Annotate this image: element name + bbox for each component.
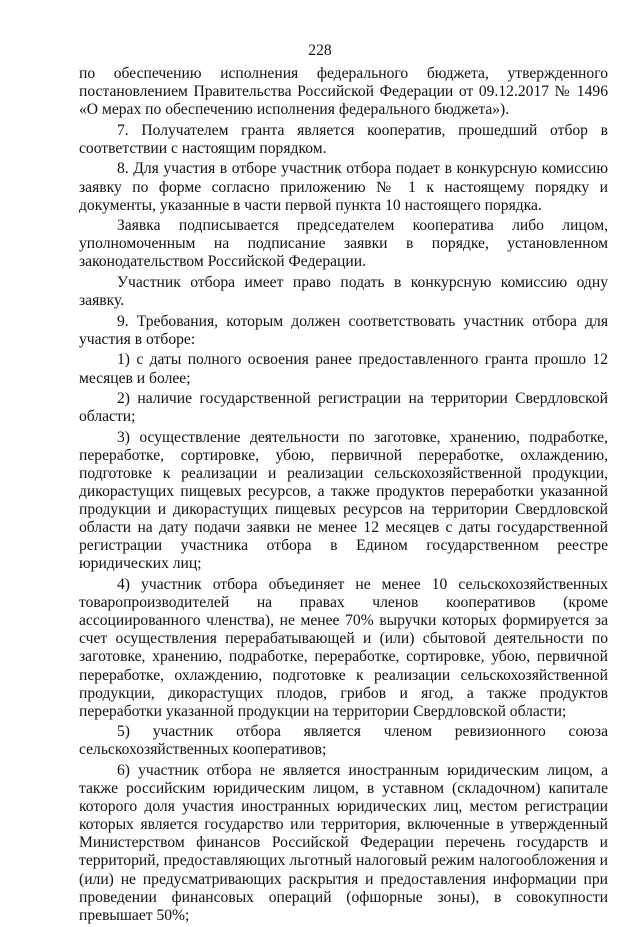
requirement-3: 3) осуществление деятельности по заготовке, хранению, подработке, переработке, сортировке, убою, первичной переработке, охлаждению, подготовке к реализации и реализации сельскохозяйственной продукции, дикорастущих пищевых ресурсов, а также продуктов переработки указанной продукции и дикорастущих пищевых ресурсов на территории Свердловской области на дату подачи заявки не менее 12 месяцев с даты государственной регистрации участника отбора в Едином государственном реестре юридических лиц;	[79, 428, 608, 573]
paragraph-application-signing: Заявка подписывается председателем кооператива либо лицом, уполномоченным на подписание заявки в порядке, установленном законодательством Российской Федерации.	[79, 217, 608, 271]
requirement-4: 4) участник отбора объединяет не менее 10 сельскохозяйственных товаропроизводителей на правах членов кооперативов (кроме ассоциированного членства), не менее 70% выручки которых формируется за счет осуществления перерабатывающей и (или) сбытовой деятельности по заготовке, хранению, подработке, переработке, сортировке, убою, первичной переработке, охлаждению, подготовке к реализации сельскохозяйственной продукции, дикорастущих плодов, грибов и ягод, а также продуктов переработки указанной продукции на территории Свердловской области;	[79, 576, 608, 720]
requirement-2: 2) наличие государственной регистрации на территории Свердловской области;	[79, 390, 608, 426]
paragraph-one-application: Участник отбора имеет право подать в конкурсную комиссию одну заявку.	[79, 274, 608, 310]
paragraph-item-8: 8. Для участия в отборе участник отбора подает в конкурсную комиссию заявку по форме согласно приложению № 1 к настоящему порядку и документы, указанные в части первой пункта 10 настоящего порядка.	[79, 160, 608, 214]
requirement-1: 1) с даты полного освоения ранее предоставленного гранта прошло 12 месяцев и более;	[79, 351, 608, 387]
paragraph-item-7: 7. Получателем гранта является кооператив, прошедший отбор в соответствии с настоящим порядком.	[79, 121, 608, 157]
requirement-6: 6) участник отбора не является иностранным юридическим лицом, а также российским юридическим лицом, в уставном (складочном) капитале которого доля участия иностранных юридических лиц, местом регистрации которых является государство или территория, включенные в утвержденный Министерством финансов Российской Федерации перечень государств и территорий, предоставляющих льготный налоговый режим налогообложения и (или) не предусматривающих раскрытия и предоставления информации при проведении финансовых операций (офшорные зоны), в совокупности превышает 50%;	[79, 761, 608, 924]
requirement-5: 5) участник отбора является членом ревизионного союза сельскохозяйственных кооперативов;	[79, 723, 608, 759]
document-body	[79, 65, 608, 927]
paragraph-item-9: 9. Требования, которым должен соответствовать участник отбора для участия в отборе:	[79, 312, 608, 348]
page-number: 228	[308, 42, 332, 59]
paragraph-continuation: по обеспечению исполнения федерального бюджета, утвержденного постановлением Правительства Российской Федерации от 09.12.2017 № 1496 «О мерах по обеспечению исполнения федерального бюджета»).	[79, 65, 608, 119]
